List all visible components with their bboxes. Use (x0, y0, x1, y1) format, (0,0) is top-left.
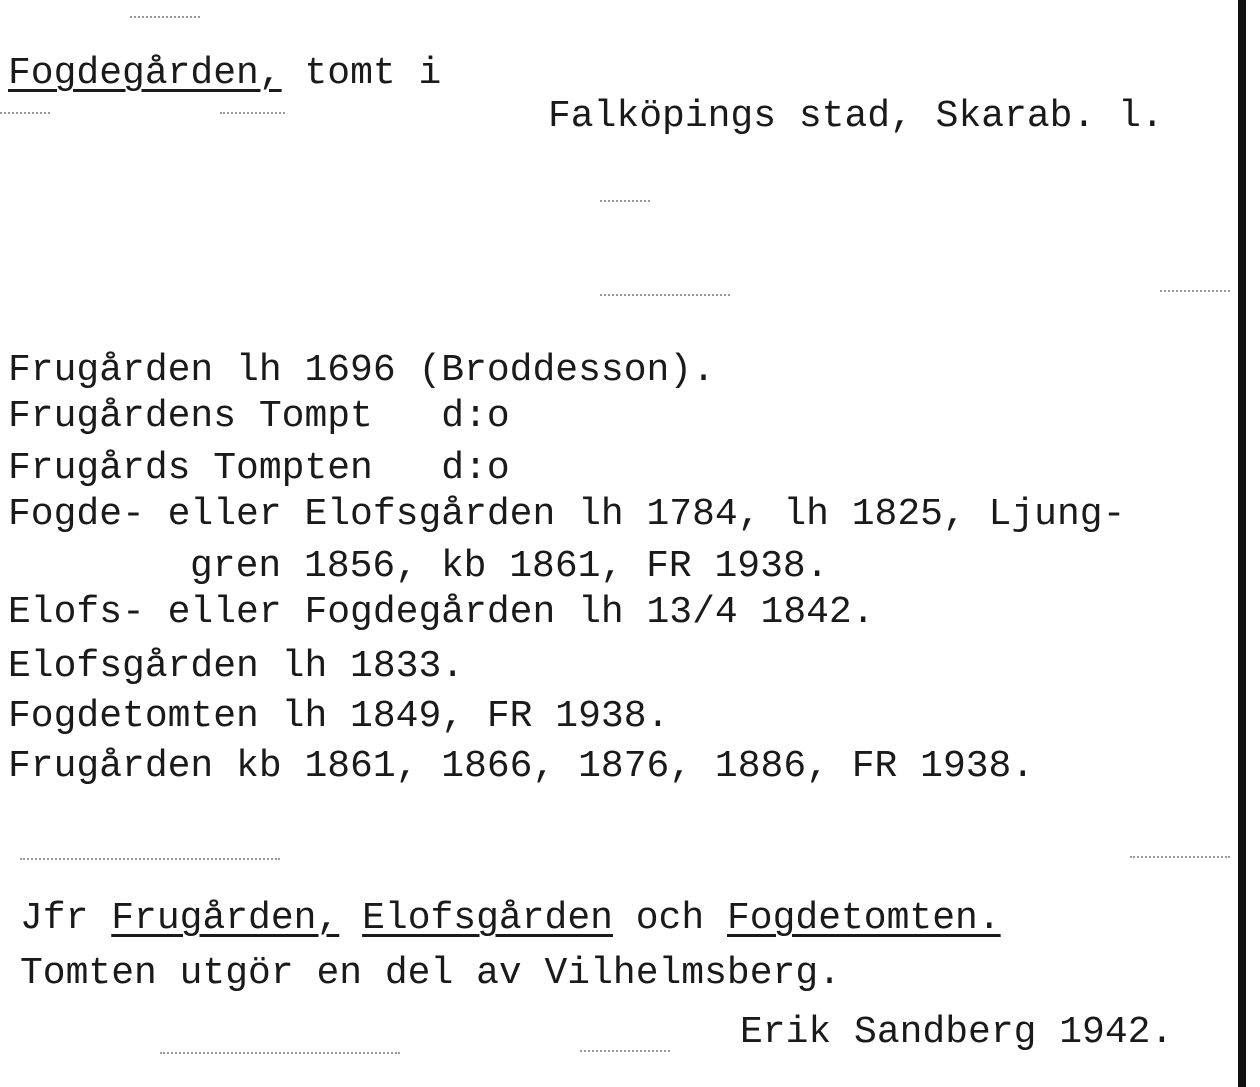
scan-artifact (220, 112, 285, 114)
scan-artifact (600, 294, 730, 296)
entry-line: Frugården kb 1861, 1866, 1876, 1886, FR 1938. (8, 745, 1035, 788)
entry-line-continuation: gren 1856, kb 1861, FR 1938. (190, 545, 829, 588)
scan-artifact (580, 1050, 670, 1052)
reference-note: Tomten utgör en del av Vilhelmsberg. (20, 952, 841, 995)
place-name: Fogdegården, (8, 52, 282, 95)
scan-artifact (0, 112, 50, 114)
ref-prefix: Jfr (20, 897, 89, 940)
scan-artifact (1160, 290, 1230, 292)
entry-line: Frugården lh 1696 (Broddesson). (8, 349, 715, 392)
place-location: Falköpings stad, Skarab. l. (548, 95, 1164, 138)
signature: Erik Sandberg 1942. (740, 1011, 1174, 1054)
header-title-line (8, 52, 442, 95)
entry-line: Frugårdens Tompt d:o (8, 395, 510, 438)
entry-line: Fogde- eller Elofsgården lh 1784, lh 1825, Ljung- (8, 493, 1126, 536)
scan-artifact (130, 16, 200, 18)
scan-artifact (20, 858, 280, 860)
entry-line: Elofsgården lh 1833. (8, 645, 465, 688)
scan-artifact (160, 1052, 400, 1054)
ref-link: Frugården, (111, 897, 340, 940)
references-line (20, 897, 1001, 940)
ref-link: Fogdetomten. (726, 897, 1001, 940)
ref-link: Elofsgården (362, 897, 613, 940)
entry-line: Frugårds Tompten d:o (8, 447, 510, 490)
place-type: tomt i (304, 52, 442, 95)
card-edge (1238, 0, 1246, 1087)
scan-artifact (600, 200, 650, 202)
scan-artifact (1130, 856, 1230, 858)
entry-line: Fogdetomten lh 1849, FR 1938. (8, 695, 670, 738)
entry-line: Elofs- eller Fogdegården lh 13/4 1842. (8, 591, 875, 634)
ref-conjunction: och (635, 897, 705, 940)
